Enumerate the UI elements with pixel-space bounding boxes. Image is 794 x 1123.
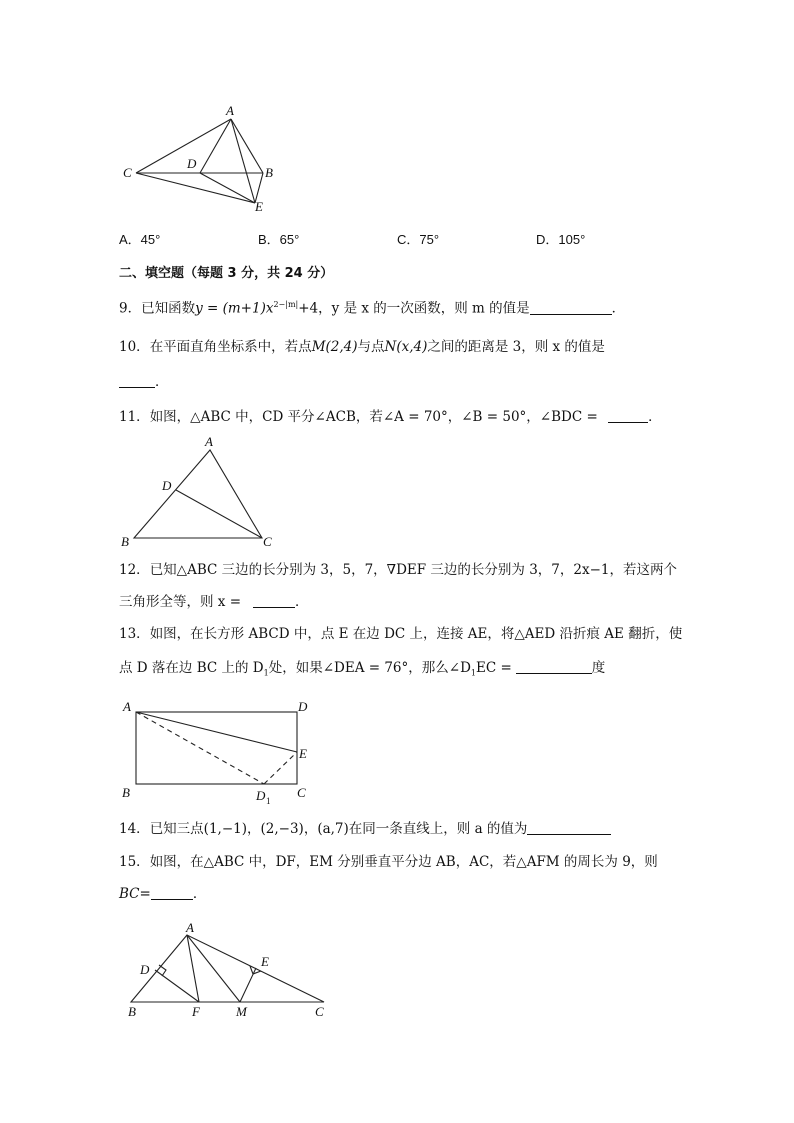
question-15-line2: [119, 884, 206, 904]
q15-label-c: C: [315, 1004, 324, 1019]
q11-label-a: A: [205, 434, 213, 449]
q13-line2-mid: 处，如果∠DEA = 76°，那么∠D: [268, 660, 471, 676]
q10-text3: 之间的距离是 3，则 x 的值是: [427, 339, 605, 355]
q8-label-a: A: [226, 103, 234, 118]
q15-label-b: B: [128, 1004, 136, 1019]
q13-label-e: E: [299, 746, 307, 761]
q13-num: 13．: [119, 626, 150, 642]
q15-label-f: F: [192, 1004, 200, 1019]
q8-seg-ad: [200, 119, 231, 173]
question-9: [119, 295, 625, 319]
q13-seg-ae: [136, 712, 297, 752]
q13-line2-sub: 1: [263, 668, 269, 678]
q13-label-d1-sub: 1: [266, 796, 271, 806]
q10-num: 10．: [119, 339, 150, 355]
q13-label-b: B: [122, 785, 130, 800]
q11-num: 11．: [119, 409, 150, 425]
q9-answer-blank[interactable]: [530, 300, 612, 315]
q10-point-n: N(x,4): [384, 339, 428, 355]
q15-seg-df: [155, 970, 199, 1002]
q15-label-a: A: [186, 920, 194, 935]
q13-seg-ad1: [136, 712, 264, 784]
q8-label-c: C: [123, 165, 132, 180]
section-heading: 二、填空题（每题 3 分，共 24 分）: [119, 266, 334, 281]
q11-label-d: D: [162, 478, 172, 493]
q13-seg-d1e: [264, 752, 297, 784]
q13-figure: [115, 695, 325, 810]
question-15: [119, 852, 658, 872]
question-10: [119, 337, 605, 357]
q15-line2: BC=: [119, 886, 151, 902]
q8-seg-ae: [231, 119, 255, 203]
q13-label-d1: D: [256, 788, 266, 803]
q13-label-d: D: [298, 699, 308, 714]
q15-line1: 如图，在△ABC 中，DF，EM 分别垂直平分边 AB，AC，若△AFM 的周长为 9，则: [149, 854, 658, 870]
question-12-line2: [119, 592, 309, 612]
q13-label-c: C: [297, 785, 306, 800]
question-11: [119, 407, 662, 427]
q15-label-d: D: [140, 962, 150, 977]
q11-end: ．: [648, 409, 662, 425]
q14-answer-blank[interactable]: [527, 820, 611, 835]
q8-seg-ce: [136, 173, 255, 203]
q13-label-a: A: [123, 699, 131, 714]
q15-seg-em: [240, 968, 256, 1002]
q13-line1: 如图，在长方形 ABCD 中，点 E 在边 DC 上，连接 AE，将△AED 沿折痕 AE 翻折，使: [149, 626, 683, 642]
q15-num: 15．: [119, 854, 150, 870]
q12-answer-blank[interactable]: [253, 593, 295, 608]
q13-end: 度: [591, 660, 606, 676]
q14-text: 已知三点(1,−1)，(2,−3)，(a,7)在同一条直线上，则 a 的值为: [149, 821, 528, 837]
q10-text2: 与点: [357, 339, 385, 355]
q13-line2-pre: 点 D 落在边 BC 上的 D: [119, 660, 264, 676]
q8-label-e: E: [255, 199, 263, 214]
q8-option-a: A．45°: [119, 232, 161, 247]
q8-label-d: D: [187, 156, 197, 171]
q8-seg-de: [200, 173, 255, 203]
q9-end: ．: [611, 300, 626, 317]
q15-answer-blank[interactable]: [151, 885, 193, 900]
q8-seg-ab: [231, 119, 263, 173]
q13-line2-tail: EC =: [476, 660, 512, 676]
q11-answer-blank[interactable]: [608, 408, 648, 423]
question-14: [119, 819, 611, 839]
q15-label-m: M: [236, 1004, 247, 1019]
q9-mid: y 是 x 的一次函数，则 m 的值是: [331, 300, 530, 317]
question-12: [119, 560, 677, 580]
q9-pre: 已知函数: [141, 300, 196, 317]
q11-label-b: B: [121, 534, 129, 549]
question-13-line2: [119, 658, 605, 684]
q15-triangle-abc: [131, 935, 324, 1002]
q10-answer-blank[interactable]: [119, 373, 155, 388]
q10-text1: 在平面直角坐标系中，若点: [149, 339, 312, 355]
q13-answer-blank[interactable]: [516, 659, 592, 674]
q8-figure: [115, 100, 285, 218]
question-10-line2: [119, 372, 169, 392]
q12-line2: 三角形全等，则 x =: [119, 594, 242, 610]
q15-figure: [115, 915, 335, 1020]
q9-num: 9．: [119, 300, 142, 317]
q8-label-b: B: [265, 165, 273, 180]
q12-line1: 已知△ABC 三边的长分别为 3，5，7，∇DEF 三边的长分别为 3，7，2x−1，若这两个: [149, 562, 678, 578]
q10-end: ．: [155, 374, 169, 390]
q15-label-e: E: [261, 954, 269, 969]
q8-option-c: C．75°: [397, 232, 440, 247]
q13-line2-sub2: 1: [470, 668, 476, 678]
q11-label-c: C: [263, 534, 272, 549]
q10-point-m: M(2,4): [311, 339, 358, 355]
question-13: [119, 624, 682, 644]
q9-formula: y = (m+1)x: [195, 300, 274, 317]
q11-triangle-abc: [134, 450, 262, 538]
q9-exp: 2−|m|: [273, 300, 299, 309]
q8-seg-ca: [136, 119, 231, 173]
q15-seg-af: [187, 935, 199, 1002]
q8-option-d: D．105°: [536, 232, 586, 247]
q15-seg-am: [187, 935, 240, 1002]
q14-num: 14．: [119, 821, 150, 837]
q11-text: 如图，△ABC 中，CD 平分∠ACB，若∠A = 70°，∠B = 50°，∠BDC =: [149, 409, 598, 425]
q15-end: ．: [192, 886, 207, 902]
q12-end: ．: [295, 594, 309, 610]
q12-num: 12．: [119, 562, 150, 578]
q13-rectangle-abcd: [136, 712, 297, 784]
q11-seg-cd: [176, 490, 262, 538]
q9-formula-tail: +4，: [298, 300, 332, 317]
q11-figure: [115, 430, 285, 550]
q8-option-b: B．65°: [258, 232, 300, 247]
